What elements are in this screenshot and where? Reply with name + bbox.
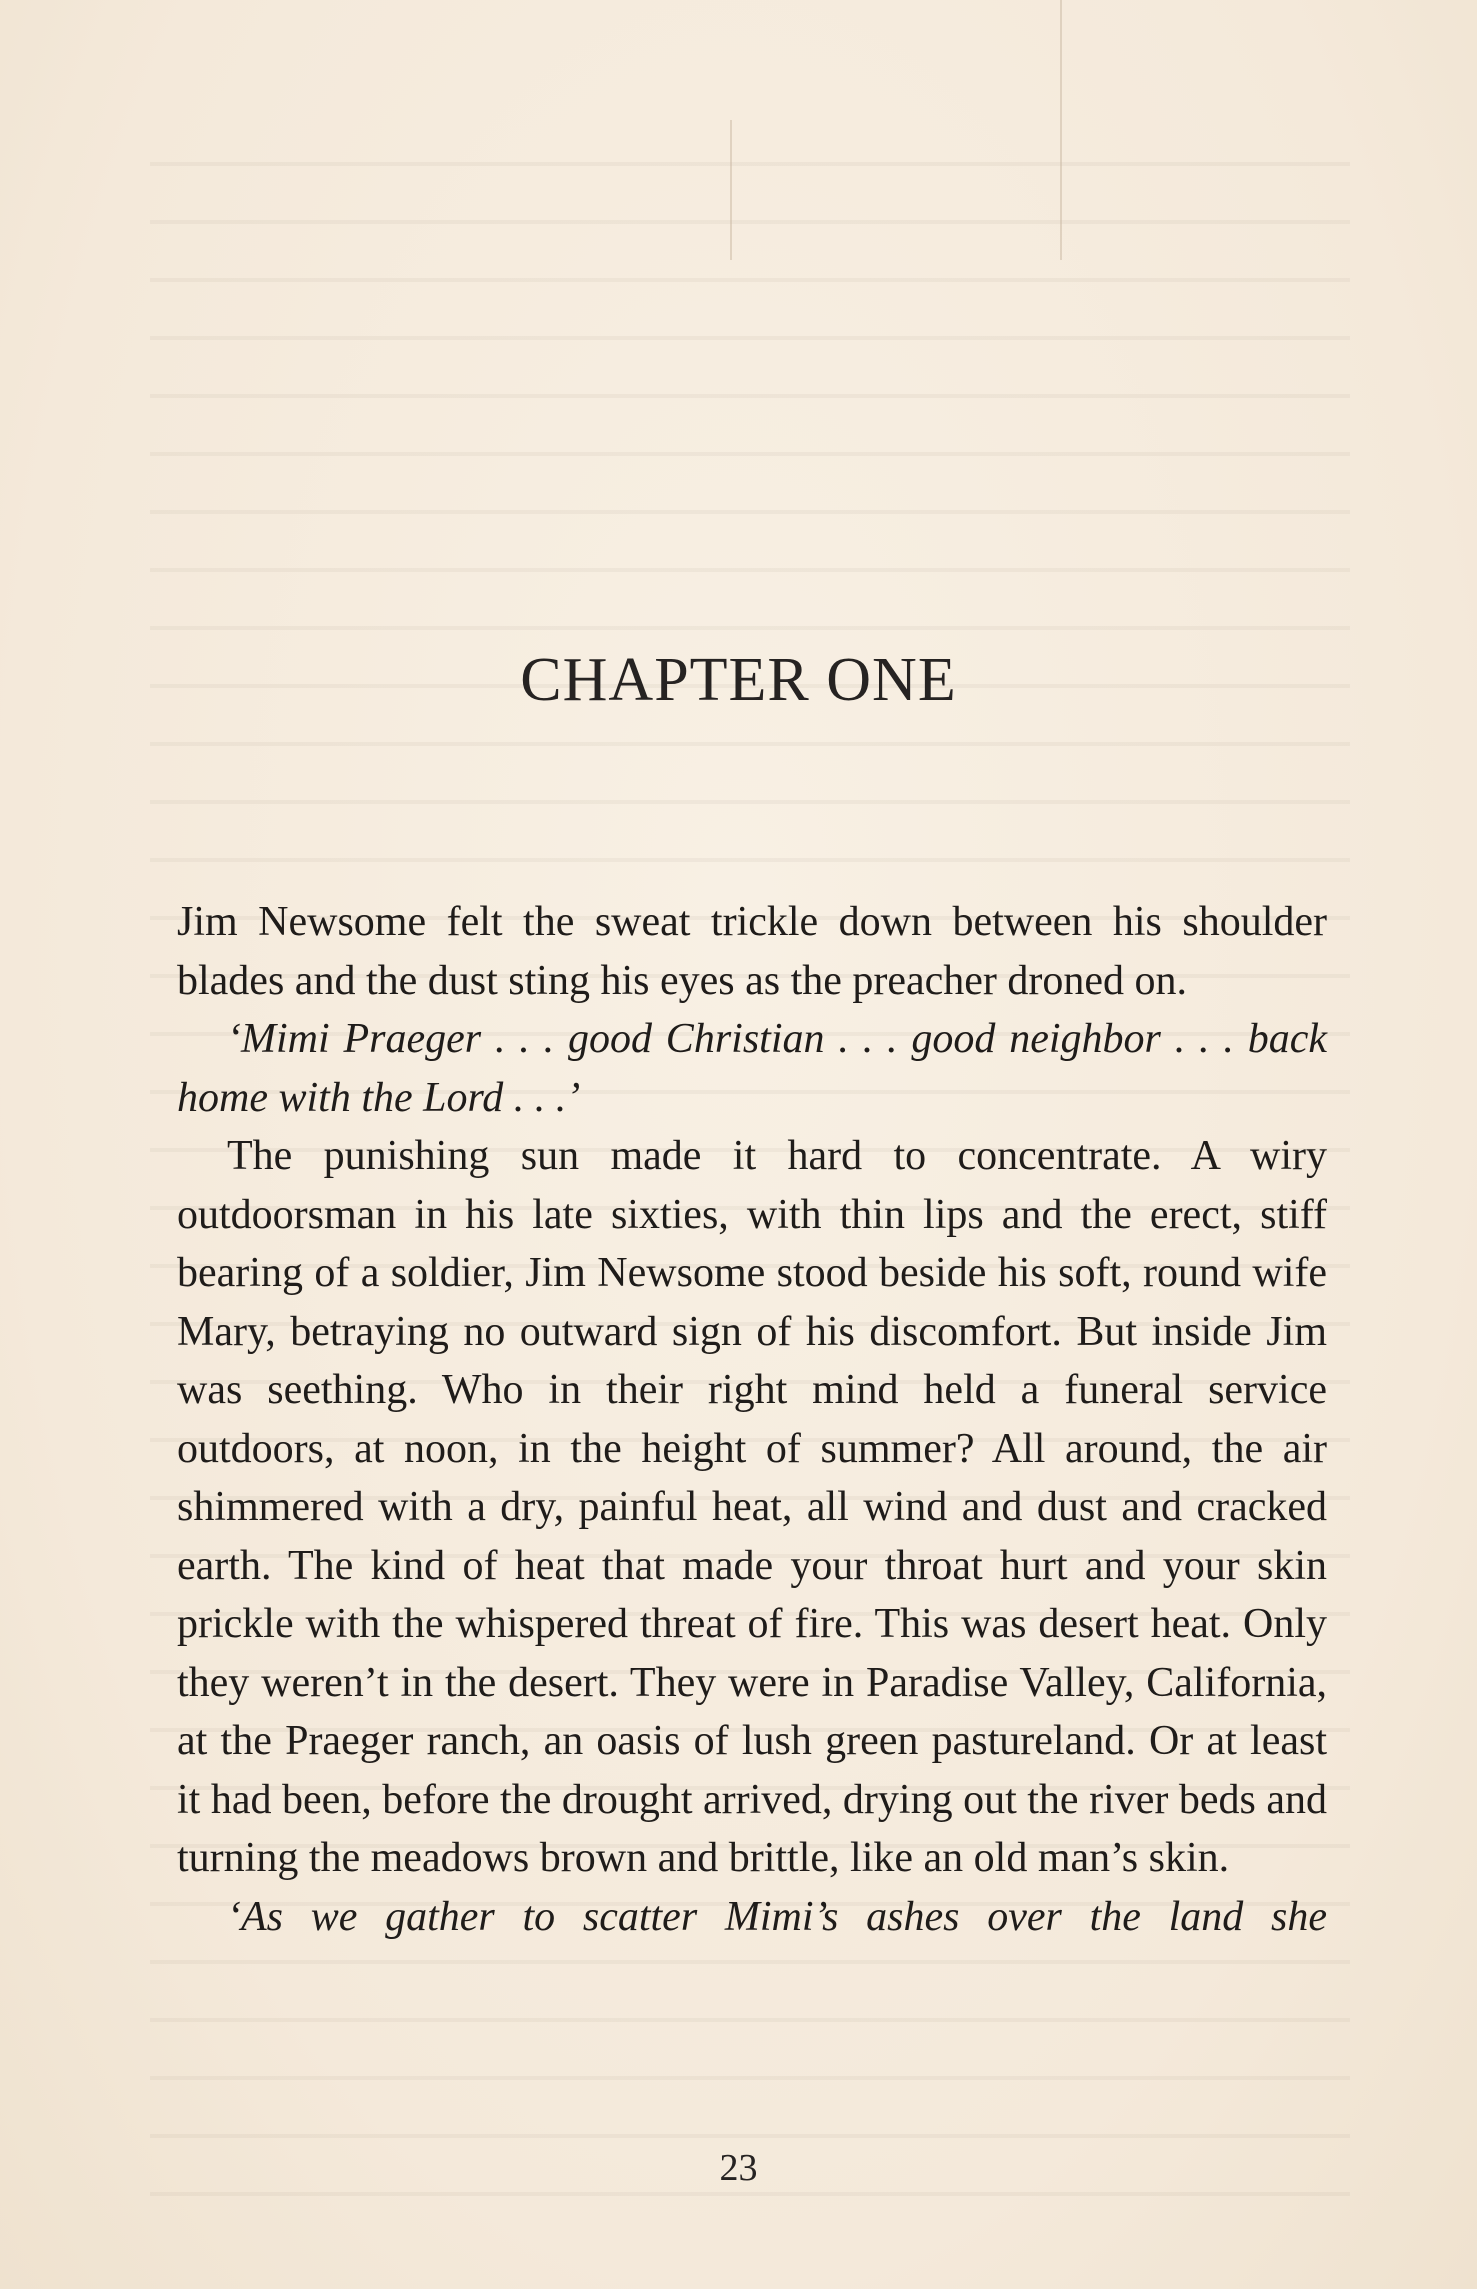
- paragraph-dialogue: ‘As we gather to scatter Mimi’s ashes over the land she: [227, 1893, 1327, 1940]
- page-number: 23: [719, 2147, 758, 2189]
- page-crease: [1060, 0, 1062, 260]
- page-crease: [730, 120, 732, 260]
- paragraph: The punishing sun made it hard to concentrate. A wiry outdoorsman in his late sixties, with thin lips and the erect, stiff bearing of a soldier, Jim Newsome stood beside his soft, round wife Mary, betraying no outward sign of his discomfort. But inside Jim was seething. Who in their right mind held a funeral service outdoors, at noon, in the height of summer? All around, the air shimmered with a dry, painful heat, all wind and dust and cracked earth. The kind of heat that made your throat hurt and your skin prickle with the whispered threat of fire. This was desert heat. Only they weren’t in the desert. They were in Paradise Valley, California, at the Praeger ranch, an oasis of lush green pastureland. Or at least it had been, before the drought arrived, drying out the river beds and turning the meadows brown and brittle, like an old man’s skin.: [177, 1133, 1327, 1881]
- paragraph-dialogue: ‘Mimi Praeger . . . good Christian . . . good neighbor . . . back home with the Lord . . .’: [177, 1016, 1327, 1121]
- paragraph: Jim Newsome felt the sweat trickle down between his shoulder blades and the dust sting his eyes as the preacher droned on.: [177, 899, 1327, 1004]
- body-text: [177, 893, 1327, 1946]
- chapter-title: CHAPTER ONE: [520, 646, 957, 714]
